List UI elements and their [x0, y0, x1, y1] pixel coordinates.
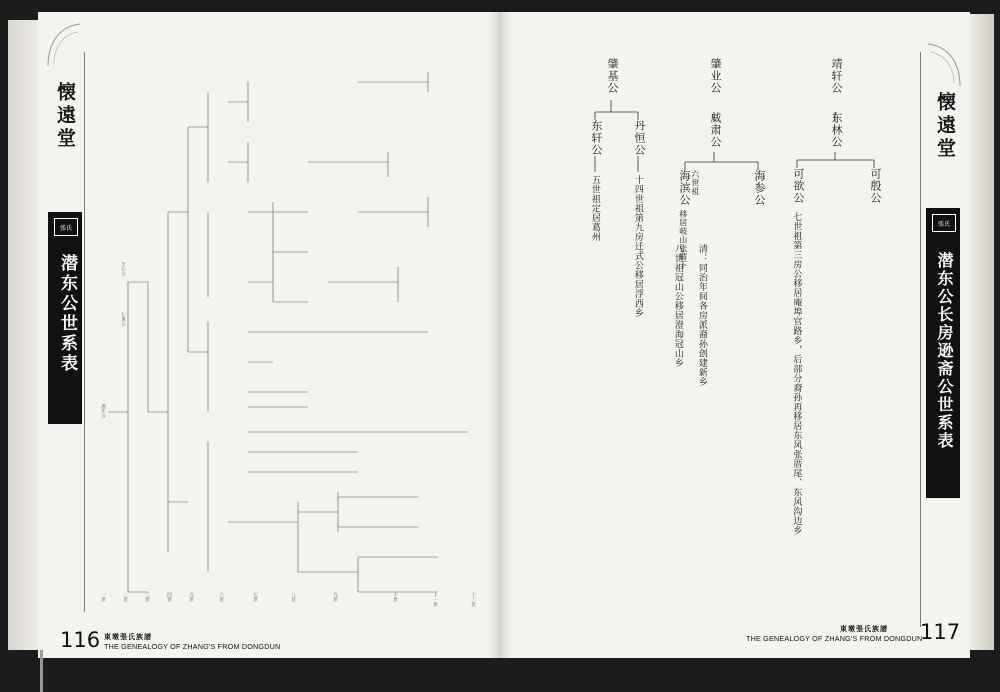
genealogy-tree: [98, 52, 488, 612]
generation-row: [100, 592, 490, 612]
note-haibin-qing: 清：同治年间各房派裔孙创建新乡: [696, 244, 707, 387]
gen-label: 七世: [252, 592, 258, 602]
gen-label: 九世: [332, 592, 338, 602]
page-stack-right: [968, 14, 994, 650]
left-page: [38, 12, 500, 658]
person-keyin: 可殷公: [869, 168, 882, 204]
gen-label: 三世: [144, 592, 150, 602]
footer-title-en: THE GENEALOGY OF ZHANG'S FROM DONGDUN: [104, 642, 281, 651]
gen-label: 十二世: [470, 592, 476, 607]
gen-label: 六世: [218, 592, 224, 602]
tree-lines-right: [500, 12, 920, 612]
note-danheng: 十四世祖第九房迁式公移居浮西乡: [632, 175, 643, 318]
side-title: 潜东公长房逊斋公世系表: [935, 252, 954, 450]
page-number: 116: [60, 628, 101, 652]
gen-label: 十世: [392, 592, 398, 602]
person-jingxuan: 靖轩公: [830, 58, 843, 94]
person-donglin: 东林公: [830, 112, 843, 148]
note-haibin-move: 移居岐山张厝下: [678, 210, 688, 270]
right-page: [500, 12, 970, 658]
page-stack-left: [8, 20, 40, 650]
note-keyu: 七世祖第三房公移居庵埠官路乡，后部分裔孙再移居东风张厝尾、东风沟边乡: [791, 212, 802, 535]
margin-rule: [920, 52, 921, 627]
person-dongxuan: 东轩公: [590, 120, 603, 156]
note-haibin-gen8: 八世祖冠山公移居澄海冠山乡: [672, 244, 683, 368]
bookmark-ribbon: [40, 650, 43, 692]
decorative-scroll-icon: [44, 20, 84, 70]
book-gutter: [488, 12, 512, 658]
note-dongxuan: 五世祖定居葛州: [589, 175, 600, 242]
person-keyu: 可欲公: [792, 168, 805, 204]
side-title: 潜东公世系表: [57, 254, 77, 374]
person-haibin: 海滨公: [678, 170, 691, 206]
margin-rule: [84, 52, 85, 612]
seal-icon: 張氏: [54, 218, 78, 236]
note-haibin-gen: 六世祖: [690, 170, 700, 196]
seal-icon: 張氏: [932, 214, 956, 232]
person-haishen: 海参公: [753, 170, 766, 206]
footer-title-cn: 東墩張氏族譜: [104, 632, 152, 641]
gen-label: 四世: [166, 592, 172, 602]
page-number: 117: [920, 620, 961, 644]
person-zhaoji: 肇基公: [606, 58, 619, 94]
gen-label: 一世: [100, 592, 106, 602]
gen-label: 十一世: [432, 592, 438, 607]
gen-label: 八世: [290, 592, 296, 602]
root-name-2: 仁斋公: [120, 312, 126, 326]
gen-label: 五世: [188, 592, 194, 602]
person-danheng: 丹恒公: [633, 120, 646, 156]
house-name: 懐遠堂: [54, 82, 76, 151]
root-name-1: 潜东公: [100, 404, 106, 418]
footer-title-en: THE GENEALOGY OF ZHANG'S FROM DONGDUN: [746, 634, 923, 643]
gen-label: 二世: [122, 592, 128, 602]
root-name-3: 芝心公: [120, 262, 126, 276]
decorative-scroll-icon: [924, 40, 964, 90]
person-weisu: 威肃公: [709, 112, 722, 148]
house-name: 懐遠堂: [934, 92, 956, 161]
footer-title-cn: 東墩張氏族譜: [840, 624, 888, 633]
person-zhaoye: 肇业公: [709, 58, 722, 94]
